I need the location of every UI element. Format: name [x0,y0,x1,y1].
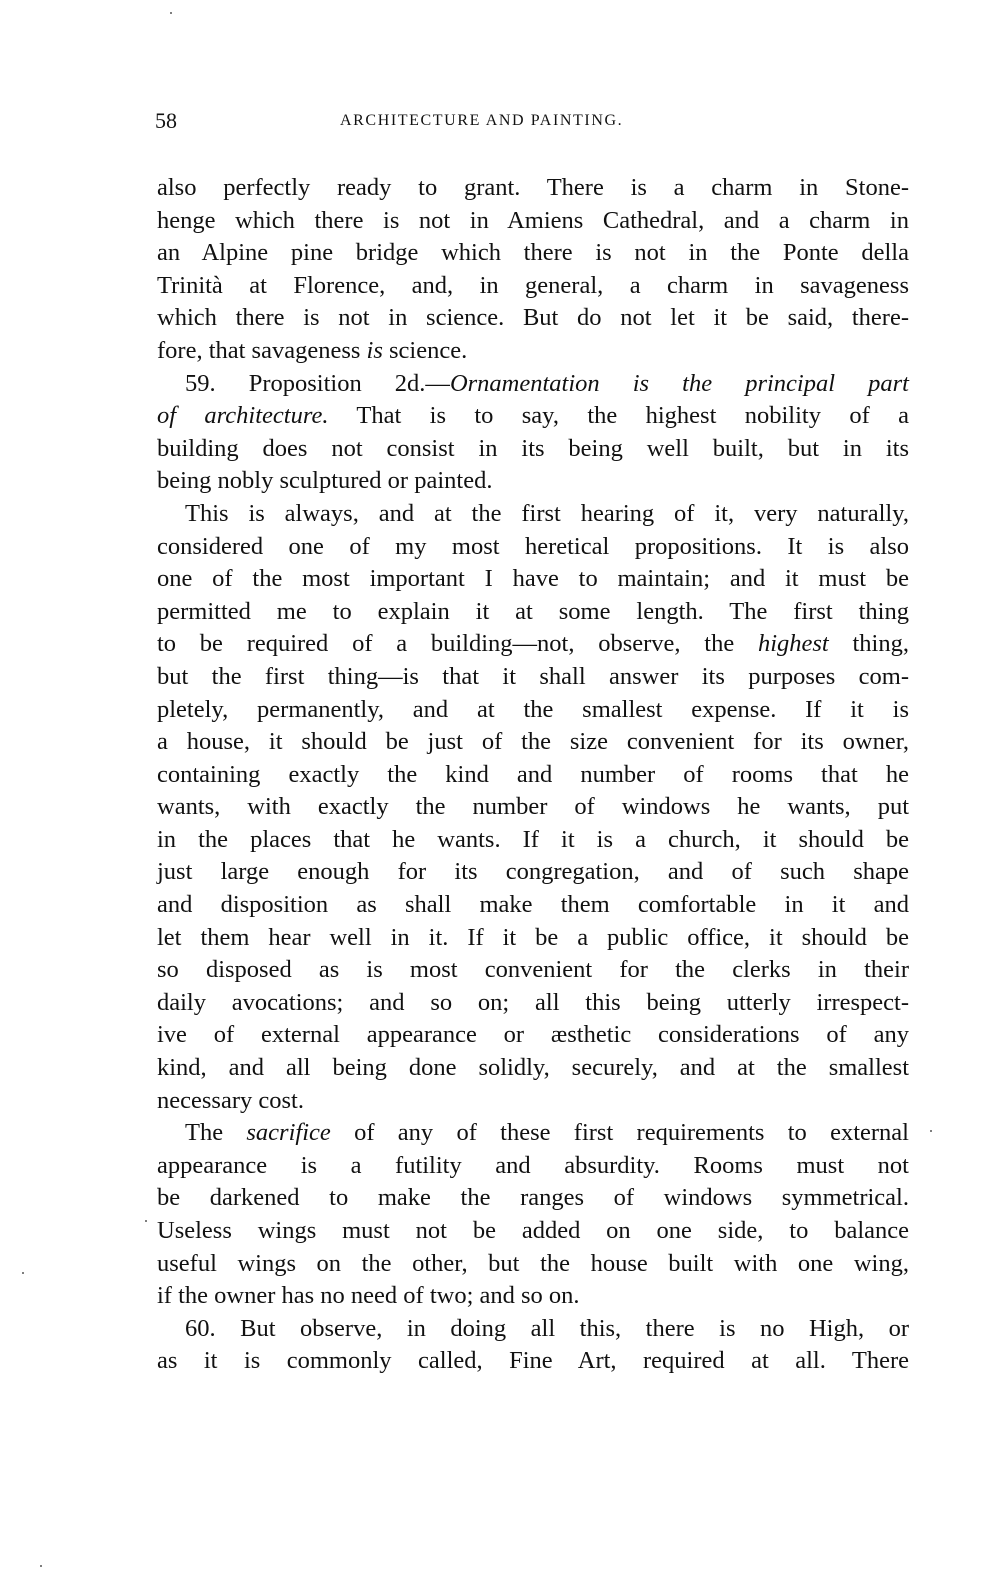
text-segment: pletely, permanently, and at the smallest expense. If it is [157,695,909,723]
text-segment: useful wings on the other, but the house built with one wing, [157,1249,909,1277]
text-line [157,661,909,694]
text-line [157,824,909,857]
text-line [157,498,909,531]
text-line [157,563,909,596]
text-line [157,1150,909,1183]
text-segment: This is always, and at the first hearing of it, very naturally, [185,499,909,527]
italic-text: is [366,336,383,364]
text-line [157,759,909,792]
running-title: ARCHITECTURE AND PAINTING. [340,112,624,129]
text-line [157,335,909,368]
text-line [157,1085,909,1118]
scan-speck [170,12,172,14]
text-segment: daily avocations; and so on; all this being utterly irrespect- [157,988,909,1016]
text-line [157,270,909,303]
text-segment: be darkened to make the ranges of windows symmetrical. [157,1184,909,1212]
text-line [157,791,909,824]
scan-speck [22,1272,24,1274]
text-line [157,987,909,1020]
text-line [157,1345,909,1378]
text-line [157,465,909,498]
text-segment: in the places that he wants. If it is a church, it should be [157,825,909,853]
text-line [157,596,909,629]
italic-text: Ornamentation is the principal part [449,369,909,397]
text-segment: The [185,1119,247,1147]
text-segment: of any of these first requirements to external [330,1119,909,1147]
text-segment: kind, and all being done solidly, securely, and at the smallest [157,1054,909,1082]
text-segment: wants, with exactly the number of windows he wants, put [157,793,909,821]
text-segment: henge which there is not in Amiens Cathedral, and a charm in [157,206,909,234]
text-line [157,1215,909,1248]
text-segment: necessary cost. [157,1086,304,1114]
text-segment: 59. Proposition 2d.— [185,369,450,397]
text-segment: just large enough for its congregation, and of such shape [157,858,909,886]
italic-text: sacrifice [246,1119,331,1147]
text-line [157,400,909,433]
text-segment: Useless wings must not be added on one side, to balance [157,1217,909,1244]
running-head [155,108,910,138]
scan-speck [40,1565,42,1567]
italic-text: of architecture. [157,402,329,430]
italic-text: highest [757,630,829,658]
text-line [157,922,909,955]
text-line [157,302,909,335]
text-segment: containing exactly the kind and number of rooms that he [157,760,909,788]
text-line [157,433,909,466]
text-line [157,1313,909,1346]
text-segment: Trinità at Florence, and, in general, a charm in savageness [157,271,909,299]
text-line [157,1248,909,1281]
text-line [157,1280,909,1313]
body-text [157,172,909,1378]
text-segment: thing, [828,630,909,658]
text-segment: to be required of a building—not, observe, the [157,630,758,658]
text-line [157,694,909,727]
text-line [157,1052,909,1085]
text-line [157,237,909,270]
text-line [157,726,909,759]
text-segment: 60. But observe, in doing all this, there is no High, or [185,1314,909,1342]
text-line [157,1019,909,1052]
text-segment: permitted me to explain it at some length. The first thing [157,597,909,625]
text-line [157,628,909,661]
text-segment: which there is not in science. But do not let it be said, there- [157,304,909,332]
text-line [157,531,909,564]
text-line [157,889,909,922]
text-segment: one of the most important I have to maintain; and it must be [157,565,909,593]
text-segment: a house, it should be just of the size convenient for its owner, [157,728,909,756]
text-segment: let them hear well in it. If it be a public office, it should be [157,923,909,951]
text-line [157,368,909,401]
text-segment: ive of external appearance or æsthetic considerations of any [157,1021,909,1049]
text-line [157,205,909,238]
text-segment: That is to say, the highest nobility of a [328,402,909,430]
text-segment: an Alpine pine bridge which there is not in the Ponte della [157,239,909,267]
text-segment: appearance is a futility and absurdity. Rooms must not [157,1151,909,1179]
text-segment: if the owner has no need of two; and so on. [157,1282,580,1310]
scan-speck [930,1130,932,1132]
text-line [157,856,909,889]
text-segment: considered one of my most heretical propositions. It is also [157,532,909,560]
text-segment: as it is commonly called, Fine Art, required at all. There [157,1347,909,1375]
text-segment: fore, that savageness [157,336,367,364]
text-line [157,954,909,987]
scan-speck [145,1220,147,1222]
text-segment: and disposition as shall make them comfortable in it and [157,891,909,919]
text-segment: so disposed as is most convenient for the clerks in their [157,956,909,984]
text-segment: also perfectly ready to grant. There is a charm in Stone- [157,174,909,201]
page-number: 58 [155,108,177,133]
text-line [157,1182,909,1215]
text-line [157,1117,909,1150]
text-segment: being nobly sculptured or painted. [157,467,493,495]
text-segment: building does not consist in its being well built, but in its [157,434,909,462]
text-segment: but the first thing—is that it shall answer its purposes com- [157,662,909,690]
text-segment: science. [382,336,468,364]
text-line [157,172,909,205]
